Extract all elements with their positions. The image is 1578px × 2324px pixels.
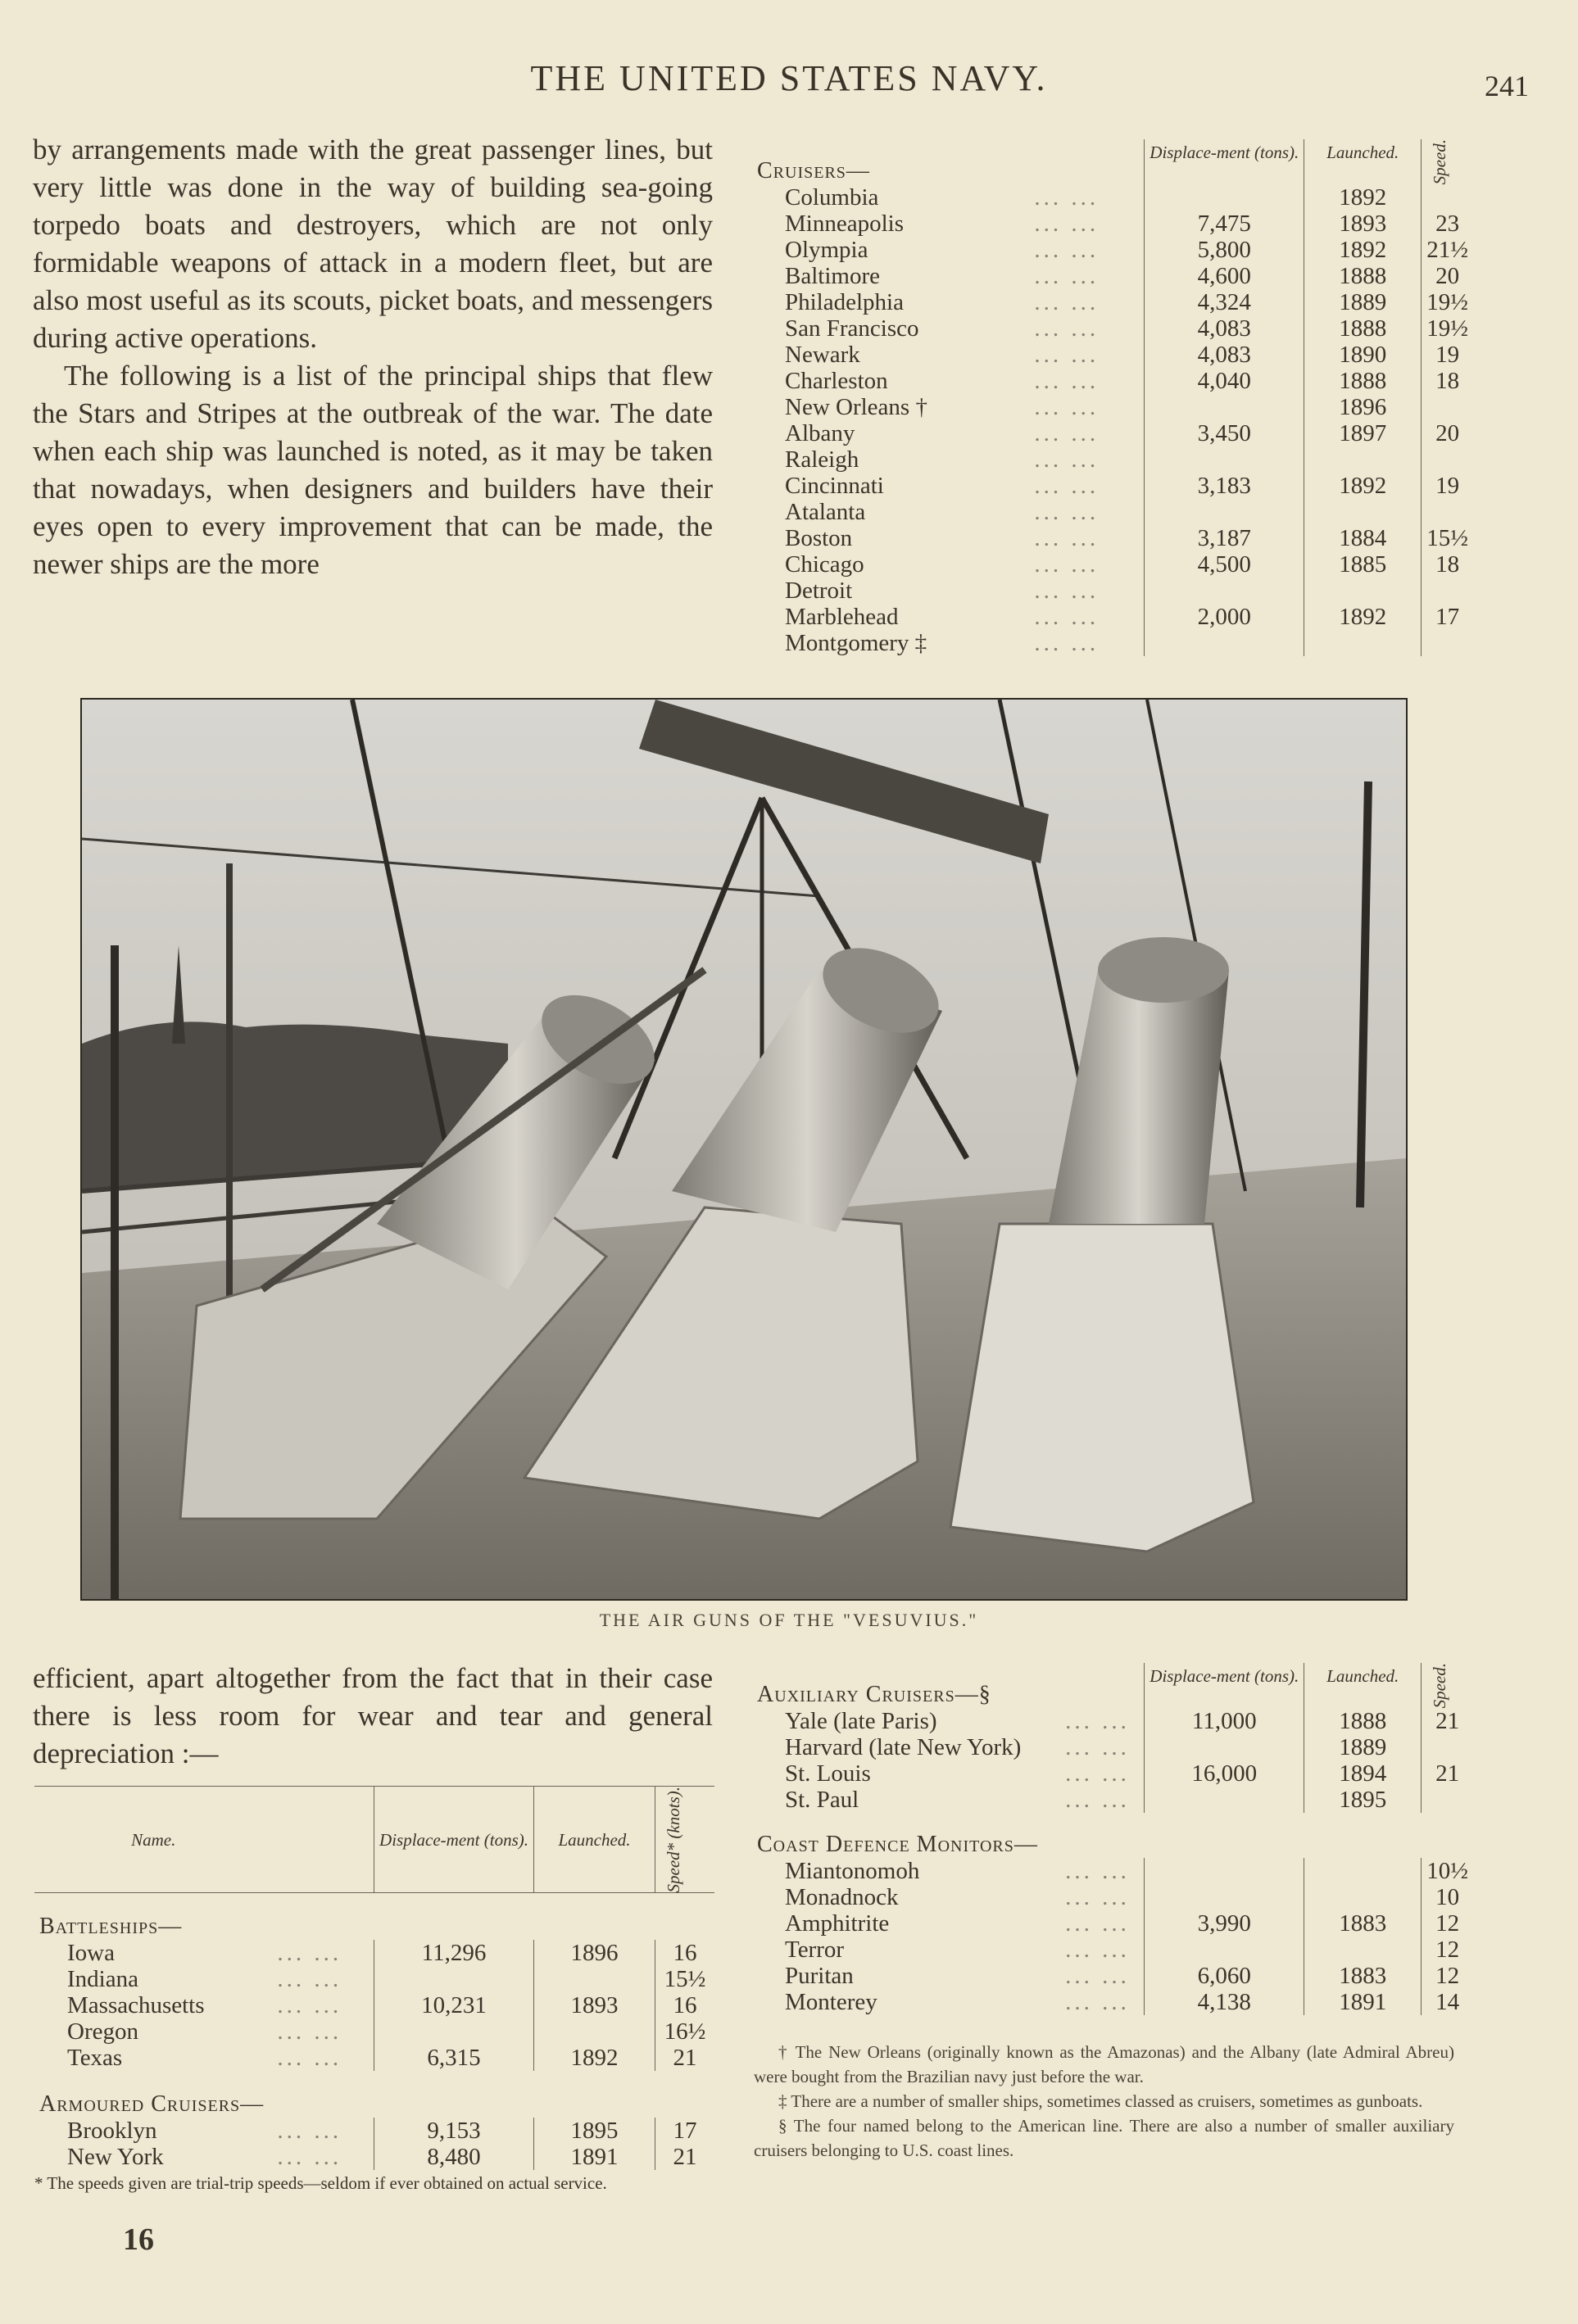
speed-cell: 12 <box>1422 1910 1473 1937</box>
speed-cell: 16 <box>655 1940 715 1966</box>
launched-cell: 1890 <box>1304 342 1422 368</box>
leader-dots: ... ... <box>1065 1963 1130 1990</box>
speed-cell: 19½ <box>1422 289 1473 315</box>
leader-dots: ... ... <box>1034 237 1100 264</box>
speed-cell: 17 <box>1422 604 1473 630</box>
launched-cell: 1892 <box>534 2045 655 2071</box>
ship-name: Boston <box>785 525 853 552</box>
launched-cell <box>1304 1884 1422 1910</box>
launched-cell <box>1304 499 1422 525</box>
ship-name: Baltimore <box>785 263 880 290</box>
ship-name: Oregon <box>67 2018 138 2045</box>
launched-cell: 1892 <box>1304 237 1422 263</box>
leader-dots: ... ... <box>1034 342 1100 369</box>
speed-cell: 21 <box>655 2045 715 2071</box>
table-row <box>752 420 1473 446</box>
leader-dots: ... ... <box>1034 420 1100 447</box>
displacement-cell: 5,800 <box>1145 237 1304 263</box>
launched-cell <box>1304 578 1422 604</box>
launched-cell: 1888 <box>1304 263 1422 289</box>
launched-cell: 1888 <box>1304 1708 1422 1734</box>
displacement-cell: 11,296 <box>374 1940 534 1966</box>
leader-dots: ... ... <box>1034 394 1100 421</box>
speed-cell <box>1422 446 1473 473</box>
speed-cell: 20 <box>1422 263 1473 289</box>
table-row <box>752 551 1473 578</box>
table-row <box>752 473 1473 499</box>
leader-dots: ... ... <box>1065 1910 1130 1937</box>
ship-name: Monterey <box>785 1989 877 2016</box>
ship-name: Marblehead <box>785 604 899 631</box>
launched-cell <box>534 2018 655 2045</box>
footnotes <box>754 2040 1454 2163</box>
table-row <box>752 263 1473 289</box>
paragraph: efficient, apart altogether from the fact that in their case there is less room for wear and tear and general depreciation :— <box>33 1662 713 1769</box>
displacement-cell <box>374 2018 534 2045</box>
ship-name: Charleston <box>785 368 888 395</box>
leader-dots: ... ... <box>1034 630 1100 657</box>
displacement-cell: 6,315 <box>374 2045 534 2071</box>
speed-cell: 12 <box>1422 1937 1473 1963</box>
ship-name: Albany <box>785 420 855 447</box>
launched-cell: 1896 <box>534 1940 655 1966</box>
launched-cell: 1894 <box>1304 1760 1422 1787</box>
table-row <box>752 368 1473 394</box>
displacement-cell: 3,450 <box>1145 420 1304 446</box>
footnote: ‡ There are a number of smaller ships, sometimes classed as cruisers, sometimes as gunboats. <box>778 2091 1423 2111</box>
col-speed: Speed. <box>1430 1663 1450 1709</box>
table-row <box>752 630 1473 656</box>
speed-cell: 12 <box>1422 1963 1473 1989</box>
table-row <box>752 446 1473 473</box>
ship-name: Yale (late Paris) <box>785 1708 937 1735</box>
table-row <box>34 2045 714 2071</box>
ship-name: Brooklyn <box>67 2118 157 2145</box>
leader-dots: ... ... <box>1034 315 1100 342</box>
speed-cell: 18 <box>1422 551 1473 578</box>
speed-cell: 21 <box>1422 1708 1473 1734</box>
table-row <box>752 1734 1473 1760</box>
displacement-cell <box>1145 1787 1304 1813</box>
photo-air-guns <box>80 698 1408 1601</box>
launched-cell <box>1304 446 1422 473</box>
col-speed: Speed* (knots). <box>664 1787 683 1893</box>
launched-cell: 1888 <box>1304 315 1422 342</box>
displacement-cell: 6,060 <box>1145 1963 1304 1989</box>
ship-name: Raleigh <box>785 446 859 473</box>
displacement-cell: 3,183 <box>1145 473 1304 499</box>
leader-dots: ... ... <box>1034 551 1100 578</box>
launched-cell: 1883 <box>1304 1963 1422 1989</box>
launched-cell: 1888 <box>1304 368 1422 394</box>
leader-dots: ... ... <box>1034 525 1100 552</box>
displacement-cell: 9,153 <box>374 2118 534 2144</box>
launched-cell: 1883 <box>1304 1910 1422 1937</box>
footnote: § The four named belong to the American line. There are also a number of smaller auxiliary cruisers belonging to U.S. coast lines. <box>754 2116 1454 2160</box>
leader-dots: ... ... <box>1034 263 1100 290</box>
ship-name: Chicago <box>785 551 864 578</box>
speed-cell <box>1422 184 1473 211</box>
col-launched: Launched. <box>1304 1663 1422 1708</box>
col-launched: Launched. <box>1304 139 1422 184</box>
displacement-cell <box>1145 499 1304 525</box>
launched-cell: 1897 <box>1304 420 1422 446</box>
section-heading: Coast Defence Monitors— <box>757 1832 1038 1858</box>
displacement-cell: 3,187 <box>1145 525 1304 551</box>
photo-caption: THE AIR GUNS OF THE "VESUVIUS." <box>599 1610 979 1630</box>
launched-cell: 1889 <box>1304 1734 1422 1760</box>
speed-cell: 21½ <box>1422 237 1473 263</box>
ship-name: Miantonomoh <box>785 1858 920 1885</box>
table-row <box>752 289 1473 315</box>
table-row <box>752 184 1473 211</box>
speed-cell <box>1422 578 1473 604</box>
ship-name: St. Paul <box>785 1787 859 1814</box>
continued-text <box>33 1660 713 1773</box>
paragraph: by arrangements made with the great passenger lines, but very little was done in the way of building sea-going torpedo boats and destroyers, which are not only formidable weapons of attack in a modern fleet, but are also most useful as its scouts, picket boats, and messengers during active operations. <box>33 134 713 354</box>
paragraph: The following is a list of the principal ships that flew the Stars and Stripes at the outbreak of the war. The date when each ship was launched is noted, as it may be taken that nowadays, when designers and builders have their eyes open to every improvement that can be made, the newer ships are the more <box>33 360 713 580</box>
speed-cell <box>1422 630 1473 656</box>
cruisers-table <box>752 139 1473 656</box>
displacement-cell <box>1145 1884 1304 1910</box>
displacement-cell <box>1145 394 1304 420</box>
displacement-cell: 3,990 <box>1145 1910 1304 1937</box>
leader-dots: ... ... <box>1065 1884 1130 1911</box>
table-row <box>752 1884 1473 1910</box>
col-displacement: Displace-ment (tons). <box>1145 139 1304 184</box>
speed-cell: 15½ <box>1422 525 1473 551</box>
ship-name: Amphitrite <box>785 1910 890 1937</box>
launched-cell: 1893 <box>534 1992 655 2018</box>
ship-name: Indiana <box>67 1966 138 1993</box>
ship-name: Monadnock <box>785 1884 899 1911</box>
displacement-cell: 4,040 <box>1145 368 1304 394</box>
launched-cell: 1891 <box>534 2144 655 2170</box>
page-number: 241 <box>1485 70 1529 102</box>
table-row <box>752 604 1473 630</box>
table-row <box>752 211 1473 237</box>
table-row <box>752 315 1473 342</box>
displacement-cell <box>374 1966 534 1992</box>
speed-cell: 18 <box>1422 368 1473 394</box>
section-heading: Cruisers— <box>757 158 870 184</box>
displacement-cell <box>1145 578 1304 604</box>
leader-dots: ... ... <box>1065 1734 1130 1761</box>
leader-dots: ... ... <box>1034 499 1100 526</box>
displacement-cell <box>1145 446 1304 473</box>
speed-cell: 16½ <box>655 2018 715 2045</box>
leader-dots: ... ... <box>1034 368 1100 395</box>
speed-footnote: * The speeds given are trial-trip speeds—seldom if ever obtained on actual service. <box>34 2173 607 2193</box>
ship-name: Cincinnati <box>785 473 884 500</box>
table-row <box>752 499 1473 525</box>
speed-cell <box>1422 394 1473 420</box>
speed-cell <box>1422 499 1473 525</box>
table-row <box>752 1963 1473 1989</box>
leader-dots: ... ... <box>1034 184 1100 211</box>
displacement-cell: 4,138 <box>1145 1989 1304 2015</box>
launched-cell: 1895 <box>1304 1787 1422 1813</box>
col-launched: Launched. <box>534 1787 655 1893</box>
leader-dots: ... ... <box>1065 1937 1130 1964</box>
table-row <box>752 1937 1473 1963</box>
col-name: Name. <box>131 1829 176 1850</box>
ship-name: Harvard (late New York) <box>785 1734 1022 1761</box>
speed-cell: 20 <box>1422 420 1473 446</box>
launched-cell: 1884 <box>1304 525 1422 551</box>
table-row <box>752 1858 1473 1884</box>
leader-dots: ... ... <box>1034 211 1100 238</box>
leader-dots: ... ... <box>1065 1989 1130 2016</box>
speed-cell: 17 <box>655 2118 715 2144</box>
col-displacement: Displace-ment (tons). <box>1145 1663 1304 1708</box>
speed-cell: 23 <box>1422 211 1473 237</box>
displacement-cell: 11,000 <box>1145 1708 1304 1734</box>
leader-dots: ... ... <box>1034 473 1100 500</box>
displacement-cell: 7,475 <box>1145 211 1304 237</box>
launched-cell: 1885 <box>1304 551 1422 578</box>
launched-cell <box>1304 1937 1422 1963</box>
ship-name: Newark <box>785 342 860 369</box>
ship-name: St. Louis <box>785 1760 871 1787</box>
launched-cell: 1892 <box>1304 473 1422 499</box>
displacement-cell: 8,480 <box>374 2144 534 2170</box>
section-heading: Battleships— <box>39 1914 183 1940</box>
displacement-cell <box>1145 1734 1304 1760</box>
table-row <box>34 2144 714 2170</box>
section-heading: Auxiliary Cruisers—§ <box>757 1682 991 1708</box>
leader-dots: ... ... <box>277 1966 342 1993</box>
launched-cell: 1893 <box>1304 211 1422 237</box>
table-row <box>34 1966 714 1992</box>
leader-dots: ... ... <box>1065 1858 1130 1885</box>
launched-cell <box>1304 1858 1422 1884</box>
speed-cell: 19 <box>1422 342 1473 368</box>
displacement-cell: 4,500 <box>1145 551 1304 578</box>
launched-cell: 1895 <box>534 2118 655 2144</box>
ship-name: San Francisco <box>785 315 919 342</box>
speed-cell <box>1422 1734 1473 1760</box>
leader-dots: ... ... <box>277 2118 342 2145</box>
speed-cell: 15½ <box>655 1966 715 1992</box>
running-title: THE UNITED STATES NAVY. <box>530 58 1048 98</box>
battleships-table <box>34 1786 714 2170</box>
displacement-cell <box>1145 1858 1304 1884</box>
ship-name: New York <box>67 2144 164 2171</box>
table-row <box>752 525 1473 551</box>
table-row <box>34 2118 714 2144</box>
speed-cell: 16 <box>655 1992 715 2018</box>
ship-name: Terror <box>785 1937 845 1964</box>
ship-name: Atalanta <box>785 499 866 526</box>
displacement-cell <box>1145 1937 1304 1963</box>
auxiliary-monitors-table <box>752 1663 1473 2015</box>
table-row <box>752 1708 1473 1734</box>
signature-mark: 16 <box>123 2222 154 2257</box>
launched-cell: 1891 <box>1304 1989 1422 2015</box>
speed-cell: 21 <box>655 2144 715 2170</box>
leader-dots: ... ... <box>1065 1787 1130 1814</box>
launched-cell: 1892 <box>1304 604 1422 630</box>
air-guns-illustration <box>82 700 1406 1599</box>
ship-name: Philadelphia <box>785 289 904 316</box>
col-speed: Speed. <box>1430 139 1450 185</box>
launched-cell <box>1304 630 1422 656</box>
leader-dots: ... ... <box>1034 446 1100 473</box>
launched-cell: 1896 <box>1304 394 1422 420</box>
displacement-cell: 2,000 <box>1145 604 1304 630</box>
displacement-cell: 4,600 <box>1145 263 1304 289</box>
ship-name: Olympia <box>785 237 868 264</box>
speed-cell <box>1422 1787 1473 1813</box>
table-row <box>752 394 1473 420</box>
table-row <box>752 342 1473 368</box>
ship-name: Texas <box>67 2045 123 2072</box>
displacement-cell: 4,083 <box>1145 342 1304 368</box>
displacement-cell: 4,083 <box>1145 315 1304 342</box>
speed-cell: 21 <box>1422 1760 1473 1787</box>
page-header <box>33 57 1545 106</box>
leader-dots: ... ... <box>1065 1708 1130 1735</box>
table-row <box>752 1760 1473 1787</box>
table-row <box>752 1910 1473 1937</box>
leader-dots: ... ... <box>1034 578 1100 605</box>
displacement-cell: 16,000 <box>1145 1760 1304 1787</box>
ship-name: Minneapolis <box>785 211 904 238</box>
leader-dots: ... ... <box>277 1940 342 1967</box>
leader-dots: ... ... <box>1065 1760 1130 1787</box>
table-row <box>34 1940 714 1966</box>
speed-cell: 19 <box>1422 473 1473 499</box>
ship-name: Montgomery ‡ <box>785 630 927 657</box>
leader-dots: ... ... <box>277 1992 342 2019</box>
displacement-cell <box>1145 184 1304 211</box>
ship-name: Massachusetts <box>67 1992 205 2019</box>
speed-cell: 10½ <box>1422 1858 1473 1884</box>
table-row <box>752 237 1473 263</box>
leader-dots: ... ... <box>277 2144 342 2171</box>
launched-cell: 1889 <box>1304 289 1422 315</box>
speed-cell: 10 <box>1422 1884 1473 1910</box>
launched-cell <box>534 1966 655 1992</box>
displacement-cell: 10,231 <box>374 1992 534 2018</box>
intro-text <box>33 131 713 583</box>
ship-name: New Orleans † <box>785 394 927 421</box>
table-row <box>34 1992 714 2018</box>
ship-name: Detroit <box>785 578 853 605</box>
displacement-cell: 4,324 <box>1145 289 1304 315</box>
leader-dots: ... ... <box>1034 289 1100 316</box>
table-row <box>752 578 1473 604</box>
ship-name: Puritan <box>785 1963 854 1990</box>
leader-dots: ... ... <box>1034 604 1100 631</box>
section-heading: Armoured Cruisers— <box>39 2091 265 2118</box>
leader-dots: ... ... <box>277 2045 342 2072</box>
leader-dots: ... ... <box>277 2018 342 2045</box>
displacement-cell <box>1145 630 1304 656</box>
speed-cell: 19½ <box>1422 315 1473 342</box>
speed-cell: 14 <box>1422 1989 1473 2015</box>
ship-name: Columbia <box>785 184 879 211</box>
footnote: † The New Orleans (originally known as the Amazonas) and the Albany (late Admiral Abreu) were bought from the Brazilian navy just before the war. <box>754 2042 1454 2086</box>
col-displacement: Displace-ment (tons). <box>374 1787 534 1893</box>
table-row <box>752 1787 1473 1813</box>
table-row <box>34 2018 714 2045</box>
launched-cell: 1892 <box>1304 184 1422 211</box>
table-row <box>752 1989 1473 2015</box>
ship-name: Iowa <box>67 1940 115 1967</box>
